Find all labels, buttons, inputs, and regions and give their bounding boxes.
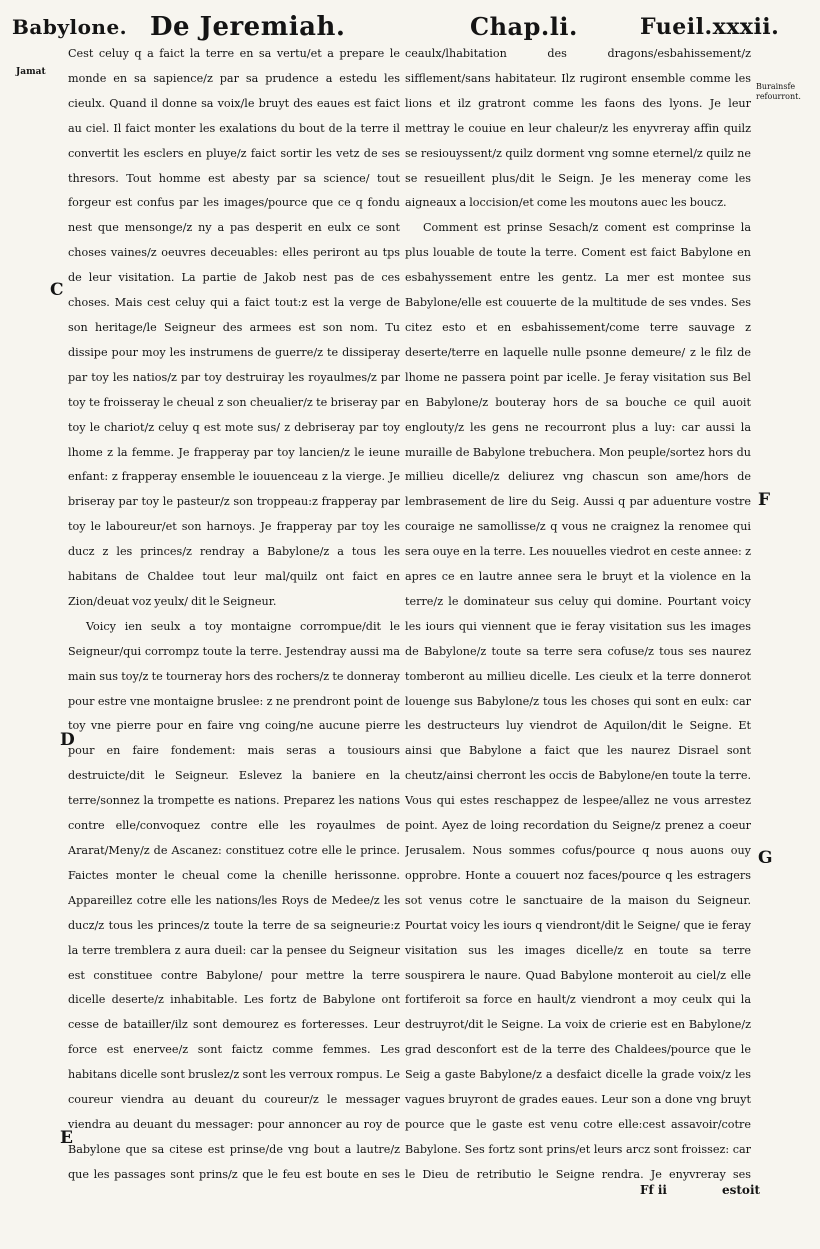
right-paragraph-2: Comment est prinse Sesach/z coment est comprinse la plus louable de toute la terre. Coment est faict Babylone en esbahyssement entre les gentz. La mer est montee sus Babylone/elle est couuerte de la multitude de ses vndes. Ses citez esto et en esbahissement/come terre sauvage z deserte/terre en laquelle nulle psonne demeure/ z le filz de lhome ne passera point par icelle. Je feray visitation sus Bel en Babylone/z bouteray hors de sa bouche ce quil auoit englouty/z les gens ne recourront plus a luy: car aussi la muraille de Babylone trebuchera. Mon peuple/sortez hors du millieu dicelle/z deliurez vng chascun son ame/hors de lembrasement de lire du Seig. Aussi q par aduenture vostre couraige ne samollisse/z q vous ne craignez la renomee qui sera ouye en la terre. Les nouuelles viedrot en ceste annee: z apres ce en lautre annee sera le bruyt et la violence en la terre/z le dominateur sus celuy qui domine. Pourtant voicy les iours qui viennent que ie feray visitation sus les images de Babylone/z toute sa terre sera cofuse/z tous ses naurez tomberont au millieu dicelle. Les cieulx et la terre donnerot louenge sus Babylone/z tous les choses qui sont en eulx: car les destructeurs luy viendrot de Aquilon/dit le Seigne. Et ainsi que Babylone a faict que les naurez Disrael sont cheutz/ainsi cherront les occis de Babylone/en toute la terre. Vous qui estes reschappez de lespee/allez ne vous arrestez point. Ayez de loing recordation du Seigne/z prenez a coeur Jerusalem. Nous sommes cofus/pource q nous auons ouy opprobre. Honte a couuert noz faces/pource q les estragers sot venus cotre le sanctuaire de la maison du Seigneur. Pourtat voicy les iours q viendront/dit le Seigne/ que ie feray visitation sus les images dicelle/z en toute sa terre souspirera le naure. Quad Babylone monteroit au ciel/z elle fortiferoit sa force en hault/z viendront a moy ceulx qui la destruyrot/dit le Seigne. La voix de crierie est en Babylone/z grad desconfort est de la terre des Chaldees/pource que le Seig a gaste Babylone/z a desfaict dicelle la grade voix/z les vagues bruyront de grades eaues. Leur son a done vng bruyt pource que le gaste est venu cotre elle:cest assavoir/cotre Babylone. Ses fortz sont prins/et leurs arcz sont froissez: car le Dieu de retributio le Seigne rendra. Je enyvreray ses <box>405 221 751 1181</box>
margin-letter-d: D <box>60 730 75 750</box>
catchword: estoit <box>722 1183 761 1197</box>
margin-note-top-left: Jamat <box>16 67 46 77</box>
text-column-right <box>405 42 751 1192</box>
running-head-title: De Jeremiah. <box>150 12 346 42</box>
left-paragraph-1: Cest celuy q a faict la terre en sa vertu/et a prepare le monde en sa sapience/z par sa prudence a estedu les cieulx. Quand il donne sa voix/le bruyt des eaues est faict au ciel. Il faict monter les exalations du bout de la terre il convertit les esclers en pluye/z faict sortir les vetz de ses thresors. Tout homme est abesty par sa science/ tout forgeur est confus par les images/pource que ce q fondu nest que mensonge/z ny a pas desperit en eulx ce sont choses vaines/z oeuvres deceuables: elles periront au tps de leur visitation. La partie de Jakob nest pas de ces choses. Mais cest celuy qui a faict tout:z est la verge de son heritage/le Seigneur des armees est son nom. Tu dissipe pour moy les instrumens de guerre/z te dissiperay par toy les natios/z par toy destruiray les royaulmes/z par toy te froisseray le cheual z son cheualier/z te briseray par toy le chariot/z celuy q est mote sus/ z debriseray par toy lhome z la femme. Je frapperay par toy lancien/z le ieune enfant: z frapperay ensemble le iouuenceau z la vierge. Je briseray par toy le pasteur/z son troppeau:z frapperay par toy le laboureur/et son harnoys. Je frapperay par toy les ducz z les princes/z rendray a Babylone/z a tous les habitans de Chaldee tout leur mal/quilz ont faict en Zion/deuat voz yeulx/ dit le Seigneur. <box>68 47 400 608</box>
running-head-folio: Fueil.xxxii. <box>640 14 780 40</box>
right-paragraph-1: ceaulx/lhabitation des dragons/esbahissement/z sifflement/sans habitateur. Ilz rugiront ensemble comme les lions et ilz gratront comme les faons des lyons. Je leur mettray le couiue en leur chaleur/z les enyvreray affin quilz se resiouyssent/z quilz dorment vng somne eternel/z quilz ne se resueillent plus/dit le Seign. Je les meneray come les aigneaux a loccision/et come les moutons auec les boucz. <box>405 47 751 210</box>
text-column-left <box>68 42 400 1192</box>
margin-letter-e: E <box>60 1128 73 1148</box>
margin-side-note: Burainsfe refourront. <box>756 82 801 101</box>
margin-letter-c: C <box>50 280 64 300</box>
running-head-chapter: Chap.li. <box>470 12 578 41</box>
left-paragraph-2: Voicy ien seulx a toy montaigne corrompue/dit le Seigneur/qui corrompz toute la terre. Jestendray aussi ma main sus toy/z te tourneray hors des rochers/z te donneray pour estre vne montaigne bruslee: z ne prendront point de toy vne pierre pour en faire vng coing/ne aucune pierre pour en faire fondement: mais seras a tousiours destruicte/dit le Seigneur. Eslevez la baniere en la terre/sonnez la trompette es nations. Preparez les nations contre elle/convoquez contre elle les royaulmes de Ararat/Meny/z de Ascanez: constituez cotre elle le prince. Faictes monter le cheual come la chenille herissonne. Appareillez cotre elle les nations/les Roys de Medee/z les ducz/z tous les princes/z toute la terre de sa seigneurie:z la terre tremblera z aura dueil: car la pensee du Seigneur est constituee contre Babylone/ pour mettre la terre dicelle deserte/z inhabitable. Les fortz de Babylone ont cesse de batailler/ilz sont demourez es forteresses. Leur force est enervee/z sont faictz comme femmes. Les habitans dicelle sont bruslez/z sont les verroux rompus. Le coureur viendra au deuant du coureur/z le messager viendra au deuant du messager: pour annoncer au roy de Babylone que sa citese est prinse/de vng bout a lautre/z que les passages sont prins/z que le feu est boute en ses <box>68 619 400 1181</box>
margin-letter-f: F <box>758 490 771 510</box>
margin-letter-g: G <box>758 848 773 868</box>
running-head-left: Babylone. <box>12 15 128 39</box>
signature-mark: Ff ii <box>640 1183 667 1197</box>
